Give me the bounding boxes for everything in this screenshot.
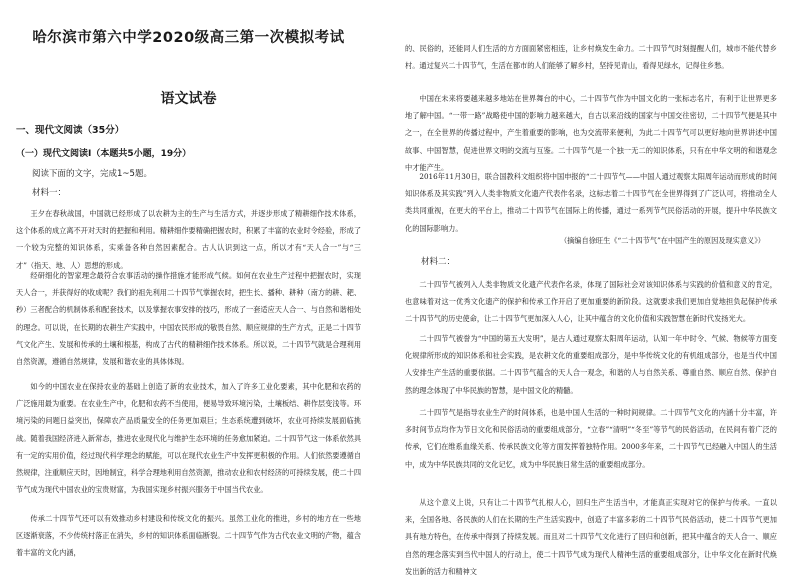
exam-subtitle: 语文试卷 [160,91,217,107]
paragraph: 中国在未来将要越来越多地站在世界舞台的中心，二十四节气作为中国文化的一张标志名片，有利于让世界更多地了解中国。“一带一路”战略使中国的影响力越来越大，自古以来沿线的国家与中国交往密切，二十四节气便是其中之一，在全世界的传播过程中，产生着重要的影响，也为交流带来便利，为此二十四节气可以更好地向世界讲述中国故事、中国智慧，促进世界文明的交流与互鉴。二十四节气是一个独一无二的知识体系，只有在中华文明的和谐观念中才能产生。 [405,94,777,172]
paragraph: 如今的中国农业在保持农业的基础上创造了新的农业技术，加入了许多工业化要素，其中化肥和农药的广泛施用最为重要。在农业生产中，化肥和农药不当使用，便易导致环境污染，土壤板结、耕作层变浅等。环境污染的问题日益突出，保障农产品质量安全的任务更加艰巨；生态系统遭到破坏，农业可持续发展面临挑战。随着我国经济进入新常态，推进农业现代化与维护生态环境的任务愈加紧迫。二十四节气这一体系依然具有一定的实用价值，经过现代科学理念的赋能，可以在现代农业生产中发挥更积极的作用。人们依然要遵循自然规律，注重顺应天时，因地制宜，科学合理地利用自然资源，推动农业和农村经济的可持续发展，使二十四节气成为现代中国农业的宝贵财富，为我国实现乡村振兴服务于中国当代农业。 [16,382,362,495]
paragraph: 二十四节气是指导农业生产的时间体系，也是中国人生活的一种时间规律。二十四节气文化的内涵十分丰富，许多时间节点均作为节日文化和民俗活动的重要组成部分，“立春”“清明”“冬至”等节气的民俗活动，在民间有着广泛的传承，它们在维系血缘关系、传承民族文化等方面发挥着独特作用。2000多年来，二十四节气已经融入中国人的生活中，成为中华民族共同的文化记忆，成为中华民族日常生活的重要组成部分。 [405,408,777,469]
left-column [0,0,372,560]
source-citation: （摘编自徐旺生《“二十四节气”在中国产生的原因及现实意义》） [559,236,765,245]
exam-title: 哈尔滨市第六中学2020级高三第一次模拟考试 [32,30,345,46]
paragraph: 2016年11月30日，联合国教科文组织将中国申报的“二十四节气——中国人通过观察太阳周年运动而形成的时间知识体系及其实践”列入人类非物质文化遗产代表作名录，这标志着二十四节气在全世界得到了广泛认可，将推动全人类共同重视，在更大的平台上，推动二十四节气在国际上的传播，通过一系列节气民俗活动的开展，提升中华民族文化的国际影响力。 [405,172,777,233]
material-1-label: 材料一： [32,188,67,198]
right-column [397,0,777,576]
paragraph: 传承二十四节气还可以有效推动乡村建设和传统文化的振兴。虽然工业化的推进，乡村的地方在一些地区逐渐衰落，不少传统村落正在消失，乡村的知识体系面临断裂。二十四节气作为古代农业文明的产物，蕴含着丰富的文化内涵， [16,514,362,558]
paragraph: 的、民俗的，还能同人们生活的方方面面紧密相连，让乡村焕发生命力。二十四节气时刻提醒人们，城市不能代替乡村。通过复兴二十四节气，生活在都市的人们能够了解乡村，坚持见青山，看得见绿水，记得住乡愁。 [405,44,777,71]
subsection-heading: （一）现代文阅读Ⅰ（本题共5小题，19分） [16,149,192,159]
paragraph: 二十四节气被列入人类非物质文化遗产代表作名录，体现了国际社会对该知识体系与实践的价值和意义的肯定，也意味着对这一优秀文化遗产的保护和传承工作开启了更加重要的新阶段。这就要求我们更加自觉地担负起保护传承二十四节气的历史使命，让二十四节气更加深入人心，让其中蕴含的文化价值和实践智慧在新时代发扬光大。 [405,280,777,324]
paragraph: 二十四节气被誉为“中国的第五大发明”，是古人通过观察太阳周年运动，认知一年中时令、气候、物候等方面变化规律所形成的知识体系和社会实践，是农耕文化的重要组成部分，是中华传统文化的有机组成部分，也是当代中国人安排生产生活的重要依据。二十四节气蕴含的天人合一观念，和谐的人与自然关系、尊重自然、顺应自然、保护自然的理念体现了中华民族的智慧，是中国文化的精髓。 [405,334,777,395]
paragraph: 王夕在春秋战国，中国就已经形成了以农耕为主的生产与生活方式，并逐步形成了精耕细作技术体系，这个体系的成立离不开对天时的把握和利用。精耕细作要精确把握农时，积累了丰富的农业时令经验，形成了一个较为完整的知识体系，实乘备各种自然因素配合。古人认识到这一点，所以才有“天人合一”与“三才”（指天、地、人）思想的形成。 [16,209,362,270]
section-heading: 一、现代文阅读（35分） [16,125,125,136]
instruction: 阅读下面的文字，完成1~5题。 [32,169,152,179]
paragraph: 从这个意义上说，只有让二十四节气扎根人心，回归生产生活当中，才能真正实现对它的保护与传承。一直以来，全国各地、各民族的人们在长期的生产生活实践中，创造了丰富多彩的二十四节气民俗活动，使二十四节气更加具有地方特色，在传承中得到了持续发展。而且对二十四节气文化进行了回归和创新，把其中蕴含的天人合一、顺应自然的理念落实到当代中国人的行动上，使二十四节气成为现代人精神生活的重要组成部分，让中华文化在新时代焕发出新的活力和精神文 [405,498,777,576]
paragraph: 经研细化的智家理念最符合农事活动的操作措施才能形成气候。如何在农业生产过程中把握农时，实现天人合一，并获得好的收成呢？我们的祖先利用二十四节气掌握农时，把生长、播种、耕种（南方的耕、耙、秒）三者配合的机制体系和配套技术，以及掌握农事安排的技巧，形成了一套适应天人合一、与自然和谐相处的理念。可以说，在长期的农耕生产实践中，中国农民形成的敬畏自然、顺应规律的生产方式，正是二十四节气文化产生、发展和传承的土壤和根基，构成了古代的精耕细作技术体系。所以说，二十四节气就是合理利用自然资源，遵循自然规律，发展和谐农业的具体体现。 [16,271,362,367]
material-2-label: 材料二： [421,257,456,267]
